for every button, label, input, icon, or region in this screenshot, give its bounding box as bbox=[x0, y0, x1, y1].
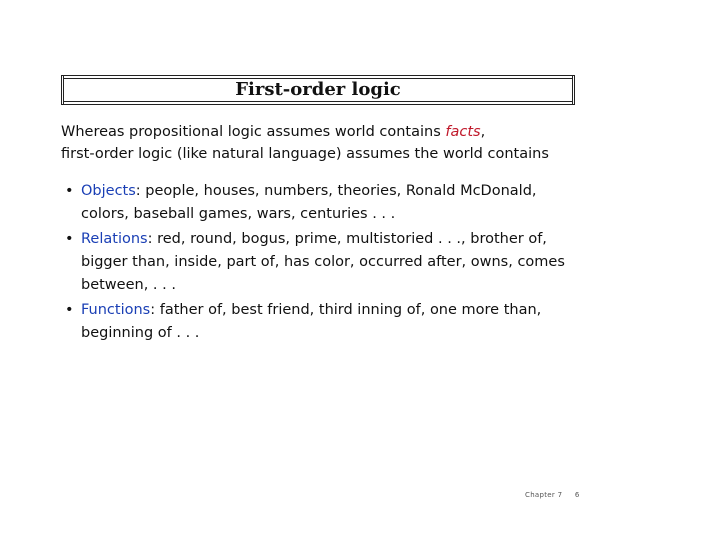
intro-line1-suffix: , bbox=[480, 124, 486, 140]
intro-paragraph bbox=[61, 121, 581, 165]
intro-line2: first-order logic (like natural language) assumes the world contains bbox=[61, 146, 549, 162]
bullet-item-functions bbox=[61, 299, 581, 345]
slide-footer bbox=[525, 491, 580, 499]
bullet-item-objects bbox=[61, 180, 581, 226]
intro-line1-prefix: Whereas propositional logic assumes world contains bbox=[61, 124, 441, 140]
bullet-dot-icon: • bbox=[65, 302, 74, 318]
bullet-term: Relations bbox=[81, 231, 148, 247]
title-rule-bottom bbox=[64, 101, 572, 102]
bullet-text: : red, round, bogus, prime, multistoried . . ., brother of, bigger than, inside, part of, has color, occurred after, owns, comes between, . . . bbox=[81, 231, 565, 293]
bullet-text: : people, houses, numbers, theories, Ronald McDonald, colors, baseball games, wars, centuries . . . bbox=[81, 183, 537, 222]
footer-page-number: 6 bbox=[574, 491, 580, 499]
title-box bbox=[61, 75, 575, 105]
bullet-term: Functions bbox=[81, 302, 151, 318]
bullet-item-relations bbox=[61, 228, 581, 297]
bullet-term: Objects bbox=[81, 183, 136, 199]
bullet-dot-icon: • bbox=[65, 183, 74, 199]
bullet-text: : father of, best friend, third inning of, one more than, beginning of . . . bbox=[81, 302, 542, 341]
intro-emphasis-facts: facts bbox=[445, 124, 481, 140]
bullet-list bbox=[61, 180, 581, 347]
slide-title: First-order logic bbox=[235, 79, 401, 100]
bullet-dot-icon: • bbox=[65, 231, 74, 247]
footer-chapter: Chapter 7 bbox=[525, 491, 563, 499]
